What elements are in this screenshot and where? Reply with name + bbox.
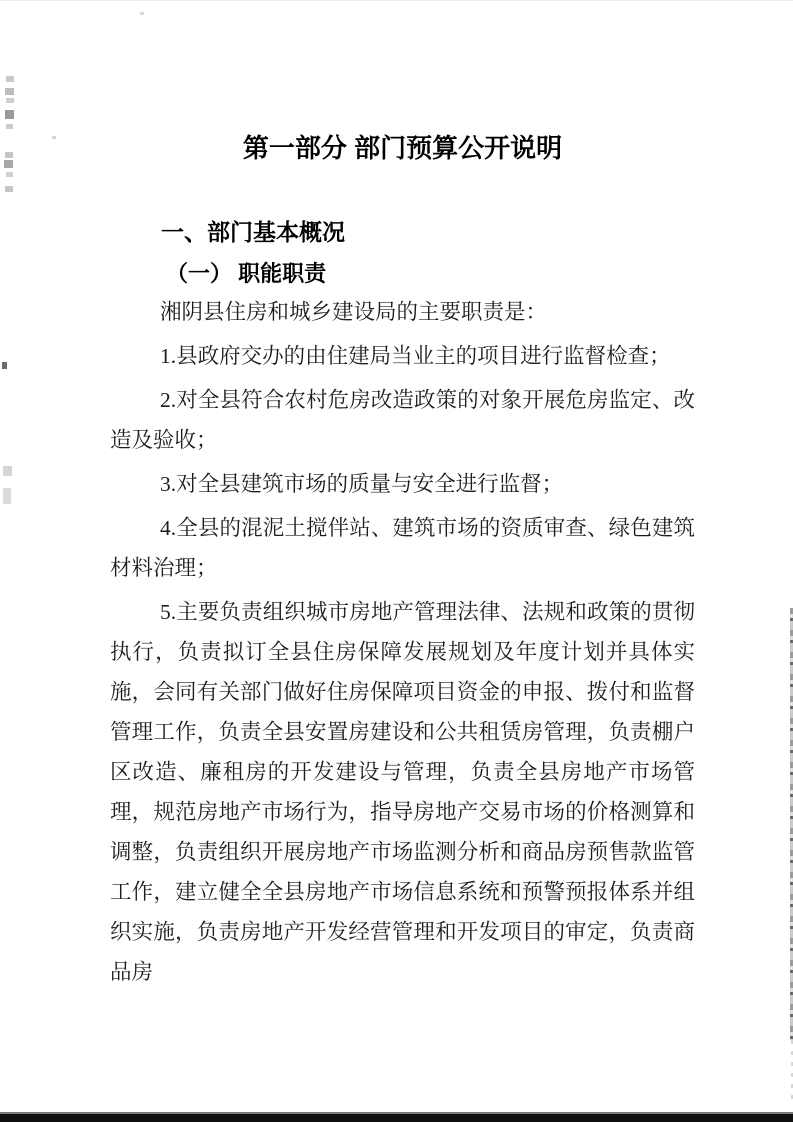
scan-speck	[2, 362, 7, 369]
scan-speck	[5, 152, 13, 158]
paragraph-duty-3: 3.对全县建筑市场的质量与安全进行监督；	[160, 472, 564, 497]
subsection-heading: （一） 职能职责	[166, 261, 327, 287]
scan-speck	[140, 12, 144, 15]
scan-speck	[6, 124, 13, 129]
scan-top-edge-line	[0, 0, 793, 1]
scan-speck	[3, 466, 12, 476]
document-title: 第一部分 部门预算公开说明	[242, 133, 563, 163]
scan-speck	[3, 488, 11, 504]
scan-speck	[52, 136, 56, 139]
scan-speck	[4, 160, 13, 168]
scan-speck	[6, 172, 13, 177]
document-content	[110, 132, 695, 996]
scan-speck	[6, 98, 14, 103]
scan-speck	[5, 88, 14, 95]
paragraph-duty-1: 1.县政府交办的由住建局当业主的项目进行监督检查；	[160, 344, 671, 369]
scan-bottom-edge-bar	[0, 1112, 793, 1122]
paragraph-intro: 湘阴县住房和城乡建设局的主要职责是：	[160, 300, 548, 325]
body-text	[110, 292, 695, 992]
scan-speck	[5, 186, 13, 192]
paragraph-duty-5: 5.主要负责组织城市房地产管理法律、法规和政策的贯彻执行，负责拟订全县住房保障发展规划及年度计划并具体实施，会同有关部门做好住房保障项目资金的申报、拨付和监督管理工作，负责全县安置房建设和公共租赁房管理，负责棚户区改造、廉租房的开发建设与管理，负责全县房地产市场管理，规范房地产市场行为，指导房地产交易市场的价格测算和调整，负责组织开展房地产市场监测分析和商品房预售款监管工作，建立健全全县房地产市场信息系统和预警预报体系并组织实施，负责房地产开发经营管理和开发项目的审定，负责商品房	[110, 600, 695, 985]
paragraph-duty-4: 4.全县的混泥土搅伴站、建筑市场的资质审查、绿色建筑材料治理；	[110, 516, 695, 581]
scan-speck	[6, 76, 14, 82]
scan-speck	[5, 110, 14, 119]
section-heading: 一、部门基本概况	[161, 218, 345, 245]
paragraph-duty-2: 2.对全县符合农村危房改造政策的对象开展危房监定、改造及验收；	[110, 388, 695, 453]
